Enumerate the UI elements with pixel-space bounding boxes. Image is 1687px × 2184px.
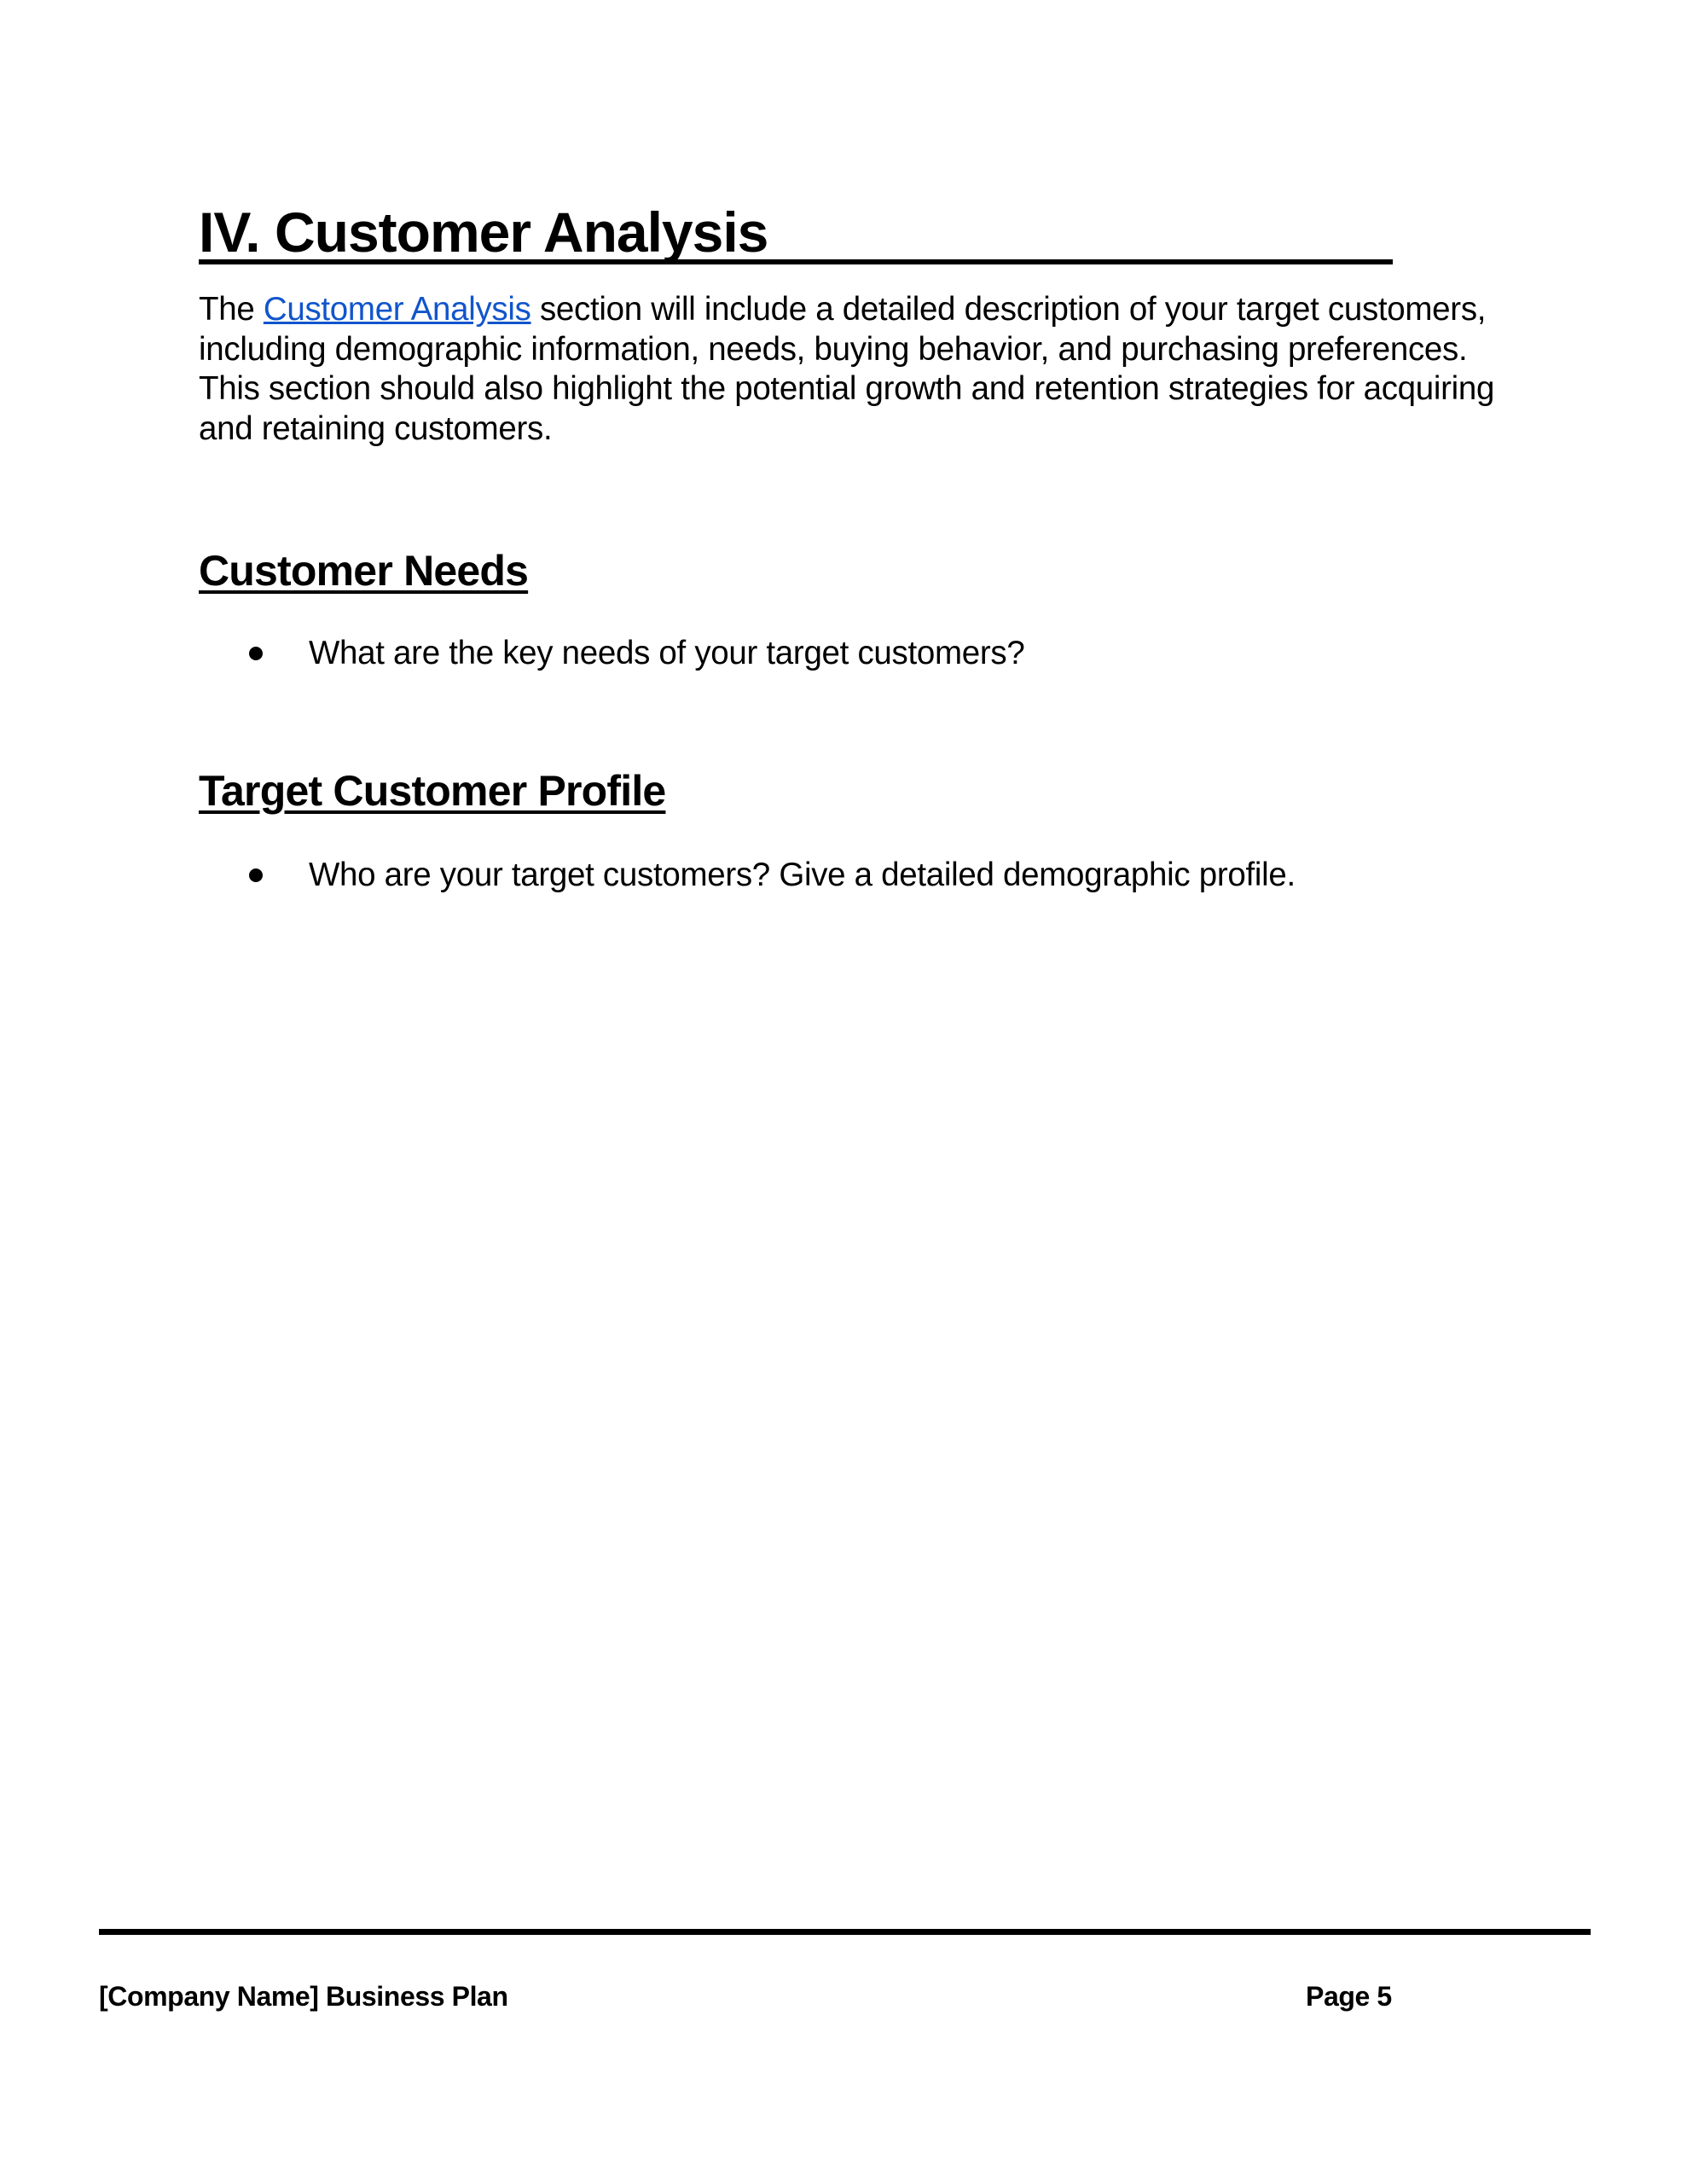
list-item-text: What are the key needs of your target customers? bbox=[309, 635, 1025, 671]
list-item-text: Who are your target customers? Give a detailed demographic profile. bbox=[309, 857, 1296, 893]
list-item bbox=[249, 856, 1296, 895]
section-heading-customer-needs: Customer Needs bbox=[199, 547, 529, 595]
intro-suffix: section will include a detailed description of your target customers, including demographic information, needs, buying behavior, and purchasing preferences. This section should also highlight the potential growth and retention strategies for acquiring and retaining customers. bbox=[199, 291, 1495, 448]
bullet-icon bbox=[249, 647, 263, 660]
bullet-icon bbox=[249, 868, 263, 882]
customer-analysis-link[interactable]: Customer Analysis bbox=[263, 291, 531, 328]
footer-divider bbox=[99, 1929, 1591, 1935]
intro-prefix: The bbox=[199, 291, 264, 328]
page-title: IV. Customer Analysis bbox=[199, 198, 1393, 264]
section-heading-target-customer-profile: Target Customer Profile bbox=[199, 767, 666, 815]
intro-paragraph bbox=[199, 290, 1529, 450]
list-item bbox=[249, 634, 1024, 673]
footer-document-title: [Company Name] Business Plan bbox=[99, 1981, 508, 2012]
footer-page-number: Page 5 bbox=[1306, 1981, 1392, 2012]
